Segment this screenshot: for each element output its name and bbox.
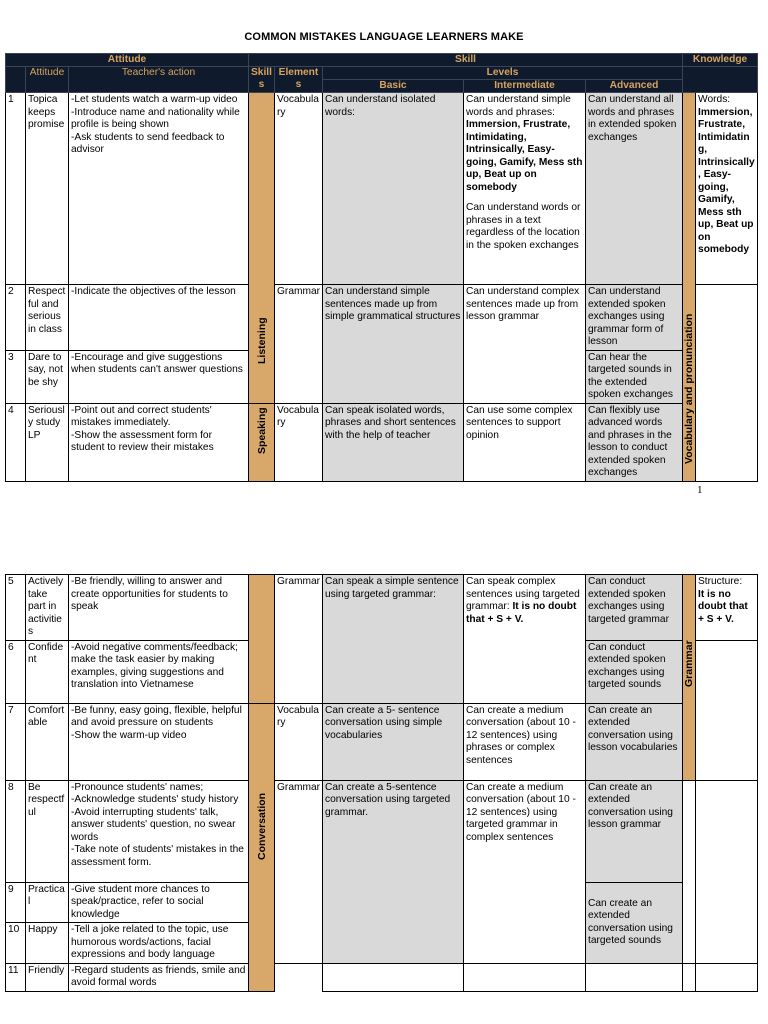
row-attitude: Be respectful bbox=[26, 780, 69, 882]
advanced-text: Can create an extended conversation using targeted sounds bbox=[588, 897, 673, 946]
advanced-cell: Can flexibly use advanced words and phrases in the lesson to conduct extended spoken exchanges bbox=[586, 403, 683, 481]
row-attitude: Respectful and serious in class bbox=[26, 285, 69, 351]
row-action: -Tell a joke related to the topic, use humorous words/actions, facial expressions and body language bbox=[69, 923, 249, 964]
advanced-cell bbox=[586, 882, 683, 963]
row-action: -Indicate the objectives of the lesson bbox=[69, 285, 249, 351]
knowledge-intro: Structure: bbox=[698, 576, 743, 587]
table-row bbox=[6, 963, 758, 991]
basic-cell: Can create a 5-sentence conversation using targeted grammar. bbox=[323, 780, 464, 963]
intermediate-words: Immersion, Frustrate, Intimidating, Intrinsically, Easy-going, Gamify, Mess sth up, Beat up on somebody bbox=[466, 119, 583, 193]
table-row bbox=[6, 703, 758, 780]
row-attitude: Practical bbox=[26, 882, 69, 923]
header-intermediate: Intermediate bbox=[464, 80, 586, 93]
row-number: 4 bbox=[6, 403, 26, 481]
row-action: -Be friendly, willing to answer and create opportunities for students to speak bbox=[69, 575, 249, 641]
skill-label-speaking: Speaking bbox=[255, 407, 268, 454]
knowledge-bar-grammar bbox=[683, 575, 696, 781]
element-grammar: Grammar bbox=[275, 780, 323, 963]
header-attitude: Attitude bbox=[6, 54, 249, 67]
row-number: 11 bbox=[6, 963, 26, 991]
row-number: 9 bbox=[6, 882, 26, 923]
row-action: -Encourage and give suggestions when students can't answer questions bbox=[69, 350, 249, 403]
row-number: 6 bbox=[6, 640, 26, 703]
knowledge-label-vocab-pron: Vocabulary and pronunciation bbox=[683, 313, 696, 464]
element-grammar: Grammar bbox=[275, 575, 323, 704]
header-skill: Skill bbox=[249, 54, 683, 67]
row-number: 8 bbox=[6, 780, 26, 882]
intermediate-cell: Can create a medium conversation (about 10 - 12 sentences) using targeted grammar in complex sentences bbox=[464, 780, 586, 963]
advanced-cell: Can create an extended conversation using lesson vocabularies bbox=[586, 703, 683, 780]
row-number: 5 bbox=[6, 575, 26, 641]
basic-cell: Can understand isolated words: bbox=[323, 93, 464, 285]
advanced-cell: Can understand all words and phrases in extended spoken exchanges bbox=[586, 93, 683, 285]
intermediate-cell bbox=[464, 575, 586, 704]
intermediate-intro: Can understand simple words and phrases: bbox=[466, 94, 571, 118]
table-row bbox=[6, 575, 758, 641]
intermediate-extra: Can understand words or phrases in a text regardless of the location in the spoken exchanges bbox=[466, 202, 581, 251]
advanced-cell: Can create an extended conversation using lesson grammar bbox=[586, 780, 683, 882]
row-attitude: Seriously study LP bbox=[26, 403, 69, 481]
row-number: 1 bbox=[6, 93, 26, 285]
header-advanced: Advanced bbox=[586, 80, 683, 93]
advanced-cell: Can conduct extended spoken exchanges using targeted grammar bbox=[586, 575, 683, 641]
row-action: -Regard students as friends, smile and avoid formal words bbox=[69, 963, 249, 991]
header-knowledge: Knowledge bbox=[683, 54, 758, 67]
basic-cell: Can create a 5- sentence conversation using simple vocabularies bbox=[323, 703, 464, 780]
row-number: 7 bbox=[6, 703, 26, 780]
intermediate-intro: Can speak complex sentences using targeted grammar: bbox=[466, 576, 580, 612]
row-attitude: Happy bbox=[26, 923, 69, 964]
skill-bar-listening bbox=[249, 93, 275, 404]
basic-cell: Can speak a simple sentence using targeted grammar: bbox=[323, 575, 464, 704]
header-elements: Elements bbox=[275, 67, 323, 93]
skill-label-listening: Listening bbox=[255, 317, 268, 364]
knowledge-cell bbox=[696, 575, 758, 641]
table-row bbox=[6, 403, 758, 481]
element-vocabulary: Vocabulary bbox=[275, 403, 323, 481]
rubric-table-part-1 bbox=[5, 53, 758, 482]
knowledge-structure: It is no doubt that + S + V. bbox=[698, 588, 748, 625]
element-vocabulary: Vocabulary bbox=[275, 703, 323, 780]
document-title: COMMON MISTAKES LANGUAGE LEARNERS MAKE bbox=[244, 31, 524, 43]
intermediate-structure: It is no doubt that + S + V. bbox=[466, 601, 577, 625]
header-skills: Skills bbox=[249, 67, 275, 93]
advanced-cell: Can understand extended spoken exchanges using grammar form of lesson bbox=[586, 285, 683, 351]
skill-bar-conversation bbox=[249, 703, 275, 991]
knowledge-bar-vocab bbox=[683, 93, 696, 482]
row-action: -Pronounce students' names; -Acknowledge students' study history -Avoid interrupting students' talk, answer students' question, no swear words -Take note of students' mistakes in the assessment form. bbox=[69, 780, 249, 882]
advanced-cell: Can hear the targeted sounds in the extended spoken exchanges bbox=[586, 350, 683, 403]
intermediate-cell: Can understand complex sentences made up from lesson grammar bbox=[464, 285, 586, 404]
row-attitude: Topica keeps promise bbox=[26, 93, 69, 285]
knowledge-intro: Words: bbox=[698, 94, 731, 105]
table-row bbox=[6, 93, 758, 285]
intermediate-cell: Can create a medium conversation (about 10 - 12 sentences) using phrases or complex sentences bbox=[464, 703, 586, 780]
row-action: -Give student more chances to speak/practice, refer to social knowledge bbox=[69, 882, 249, 923]
row-action: -Point out and correct students' mistakes immediately. -Show the assessment form for student to review their mistakes bbox=[69, 403, 249, 481]
row-attitude: Actively take part in activities bbox=[26, 575, 69, 641]
row-number: 3 bbox=[6, 350, 26, 403]
intermediate-cell bbox=[464, 93, 586, 285]
knowledge-words: Immersion, Frustrate, Intimidating, Intrinsically, Easy-going, Gamify, Mess sth up, Beat up on somebody bbox=[698, 106, 755, 255]
row-action: -Avoid negative comments/feedback; make the task easier by making examples, giving suggestions and translation into Vietnamese bbox=[69, 640, 249, 703]
element-grammar: Grammar bbox=[275, 285, 323, 404]
header-attitude-col: Attitude bbox=[26, 67, 69, 93]
row-attitude: Comfortable bbox=[26, 703, 69, 780]
table-row bbox=[6, 285, 758, 351]
header-teacher-action: Teacher's action bbox=[69, 67, 249, 93]
advanced-cell: Can conduct extended spoken exchanges using targeted sounds bbox=[586, 640, 683, 703]
skill-label-conversation: Conversation bbox=[255, 792, 268, 860]
header-levels: Levels bbox=[323, 67, 683, 80]
rubric-table-part-2 bbox=[5, 574, 758, 992]
row-action: -Be funny, easy going, flexible, helpful and avoid pressure on students -Show the warm-up video bbox=[69, 703, 249, 780]
row-number: 10 bbox=[6, 923, 26, 964]
basic-cell: Can understand simple sentences made up from simple grammatical structures bbox=[323, 285, 464, 404]
element-vocabulary: Vocabulary bbox=[275, 93, 323, 285]
table-row bbox=[6, 780, 758, 882]
header-basic: Basic bbox=[323, 80, 464, 93]
row-action: -Let students watch a warm-up video -Introduce name and nationality while profile is being shown -Ask students to send feedback to advisor bbox=[69, 93, 249, 285]
row-attitude: Dare to say, not be shy bbox=[26, 350, 69, 403]
row-attitude: Confident bbox=[26, 640, 69, 703]
knowledge-label-grammar: Grammar bbox=[683, 640, 695, 687]
row-attitude: Friendly bbox=[26, 963, 69, 991]
knowledge-cell bbox=[696, 93, 758, 285]
page-number: 1 bbox=[697, 484, 703, 496]
basic-cell: Can speak isolated words, phrases and short sentences with the help of teacher bbox=[323, 403, 464, 481]
row-number: 2 bbox=[6, 285, 26, 351]
intermediate-cell: Can use some complex sentences to support opinion bbox=[464, 403, 586, 481]
skill-bar-speaking bbox=[249, 403, 275, 481]
